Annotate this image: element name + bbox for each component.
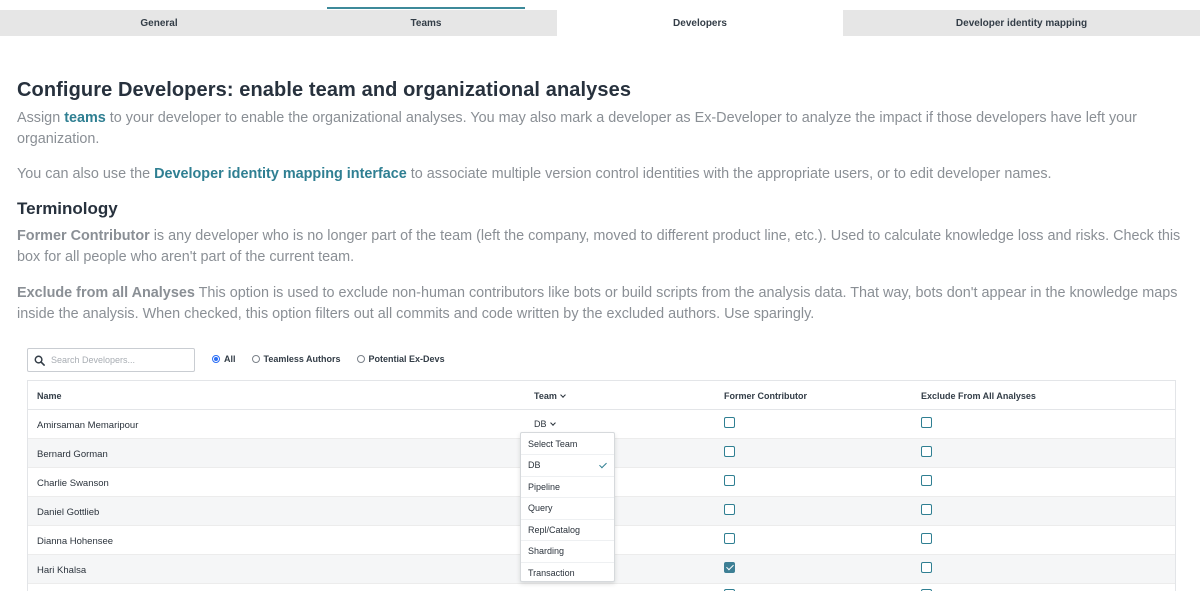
- exclude-desc: This option is used to exclude non-human contributors like bots or build scripts from the analysis data. That way, bots don't appear in the knowledge maps inside the analysis. When checked, this option filters out all commits and code written by the excluded authors. Use sparingly.: [17, 285, 1178, 322]
- exclude-checkbox[interactable]: [921, 475, 932, 486]
- search-input[interactable]: [51, 355, 191, 365]
- identity-mapping-paragraph: [17, 164, 1182, 185]
- column-header-former-contributor[interactable]: Former Contributor: [724, 391, 807, 401]
- sort-chevron-icon: [560, 392, 566, 398]
- exclude-checkbox[interactable]: [921, 446, 932, 457]
- former-contributor-checkbox[interactable]: [724, 446, 735, 457]
- dropdown-option-db[interactable]: [521, 454, 614, 475]
- former-contributor-term: Former Contributor: [17, 228, 150, 244]
- column-header-team[interactable]: [534, 391, 565, 401]
- filter-teamless-label: Teamless Authors: [263, 354, 341, 364]
- filter-potential-ex-devs[interactable]: [357, 354, 445, 364]
- dropdown-option-select-team[interactable]: Select Team: [528, 438, 578, 449]
- page-title: Configure Developers: enable team and organizational analyses: [17, 79, 632, 101]
- developer-name: Daniel Gottlieb: [37, 507, 100, 518]
- identity-text-pre: You can also use the: [17, 166, 155, 182]
- teams-link[interactable]: teams: [64, 110, 106, 126]
- filter-all-label: All: [224, 354, 236, 364]
- intro-paragraph: [17, 108, 1182, 150]
- chevron-down-icon: [550, 420, 556, 426]
- tab-hover-indicator: [327, 7, 525, 9]
- terminology-heading: Terminology: [17, 199, 118, 218]
- column-header-team-label: Team: [534, 391, 557, 401]
- exclude-paragraph: [17, 283, 1182, 325]
- developer-identity-mapping-link[interactable]: Developer identity mapping interface: [154, 166, 407, 182]
- table-row: [28, 584, 1175, 591]
- identity-text-post: to associate multiple version control identities with the appropriate users, or to edit developer names.: [406, 166, 1052, 182]
- developer-name: Hari Khalsa: [37, 565, 87, 576]
- dropdown-option-sharding[interactable]: Sharding: [521, 540, 614, 561]
- tab-general[interactable]: General: [140, 17, 178, 29]
- dropdown-option-query[interactable]: Query: [521, 497, 614, 518]
- team-select[interactable]: [534, 419, 555, 429]
- team-dropdown-menu: [520, 432, 615, 582]
- table-header: [28, 380, 1175, 410]
- former-contributor-checkbox[interactable]: [724, 562, 735, 573]
- radio-potential-ex-devs[interactable]: [357, 355, 365, 363]
- filter-ex-devs-label: Potential Ex-Devs: [368, 354, 445, 364]
- search-box[interactable]: [27, 348, 195, 372]
- developer-name: Dianna Hohensee: [37, 536, 114, 547]
- tab-teams[interactable]: Teams: [410, 17, 442, 29]
- dropdown-option-repl-catalog[interactable]: Repl/Catalog: [521, 519, 614, 540]
- tab-developer-identity-mapping[interactable]: Developer identity mapping: [955, 17, 1088, 29]
- dropdown-option-transaction[interactable]: Transaction: [521, 562, 614, 583]
- developer-filter-group: [212, 354, 461, 364]
- radio-all[interactable]: [212, 355, 220, 363]
- exclude-checkbox[interactable]: [921, 504, 932, 515]
- column-header-exclude[interactable]: Exclude From All Analyses: [921, 391, 1036, 401]
- intro-text-pre: Assign: [17, 110, 65, 126]
- radio-teamless-authors[interactable]: [252, 355, 260, 363]
- filter-teamless-authors[interactable]: [252, 354, 341, 364]
- column-header-name[interactable]: Name: [37, 391, 62, 401]
- checkmark-icon: [599, 461, 607, 469]
- former-contributor-checkbox[interactable]: [724, 417, 735, 428]
- exclude-checkbox[interactable]: [921, 417, 932, 428]
- former-contributor-checkbox[interactable]: [724, 504, 735, 515]
- former-contributor-paragraph: [17, 226, 1182, 268]
- filter-all[interactable]: [212, 354, 236, 364]
- intro-text-post: to your developer to enable the organizational analyses. You may also mark a developer as Ex-Developer to analyze the impact if those developers have left your organization.: [17, 110, 1137, 147]
- former-contributor-checkbox[interactable]: [724, 475, 735, 486]
- former-contributor-desc: is any developer who is no longer part of the team (left the company, moved to different product line, etc.). Used to calculate knowledge loss and risks. Check this box for all people who aren't part of the current team.: [17, 228, 1181, 265]
- tab-developers[interactable]: Developers: [557, 10, 843, 36]
- dropdown-option-pipeline[interactable]: Pipeline: [521, 476, 614, 497]
- developer-name: Charlie Swanson: [37, 478, 109, 489]
- exclude-checkbox[interactable]: [921, 533, 932, 544]
- developer-name: Amirsaman Memaripour: [37, 420, 139, 431]
- former-contributor-checkbox[interactable]: [724, 533, 735, 544]
- search-icon: [34, 355, 45, 366]
- tab-bar: [0, 0, 1200, 36]
- developer-name: Bernard Gorman: [37, 449, 108, 460]
- exclude-checkbox[interactable]: [921, 562, 932, 573]
- exclude-term: Exclude from all Analyses: [17, 285, 195, 301]
- team-select-value: DB: [534, 419, 547, 429]
- dropdown-option-db-label: DB: [528, 460, 541, 470]
